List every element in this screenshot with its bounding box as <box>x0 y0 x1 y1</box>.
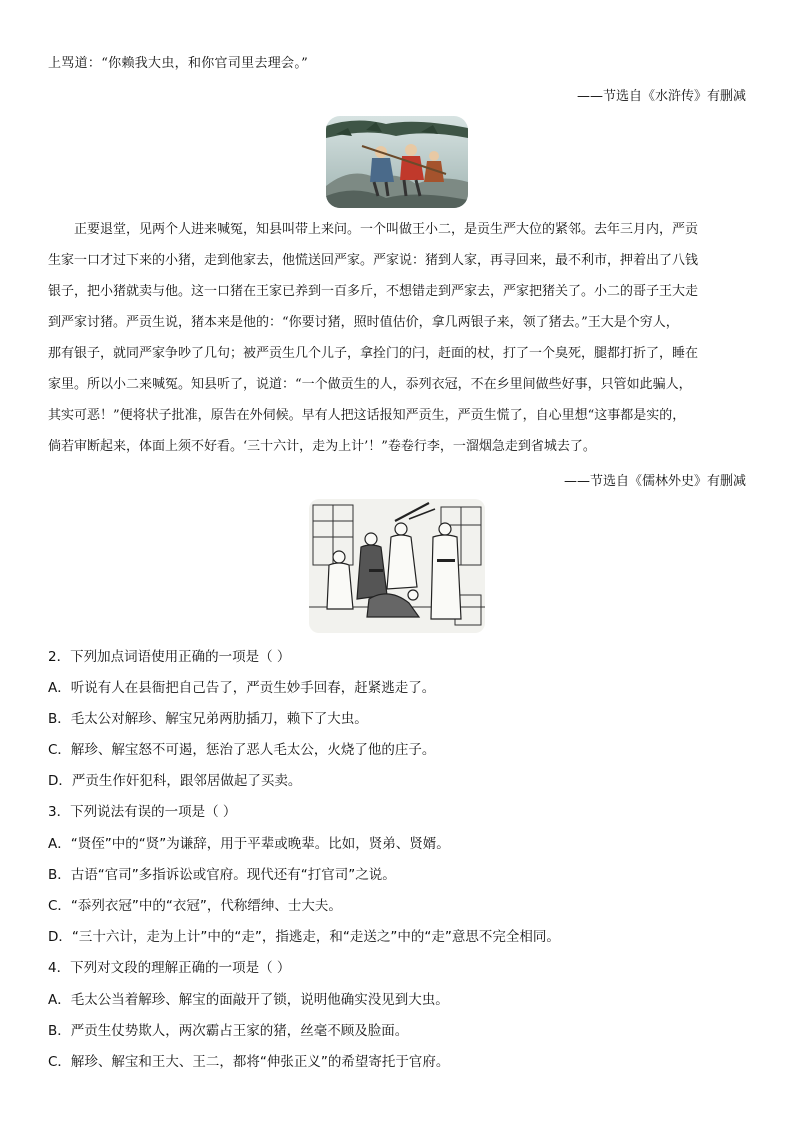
passage2-line: 倘若审断起来，体面上须不好看。‘三十六计，走为上计’！”卷卷行李，一溜烟急走到省城去了。 <box>48 439 596 454</box>
passage2-line: 那有银子，就同严家争吵了几句；被严贡生几个儿子，拿拴门的闩，赶面的杖，打了一个臭死，腿都打折了，睡在 <box>48 346 699 361</box>
water-margin-illustration <box>326 116 468 208</box>
passage2-text <box>48 214 748 462</box>
question-3-option-a[interactable]: A．“贤侄”中的“贤”为谦辞，用于平辈或晚辈。比如，贤弟、贤婿。 <box>48 836 450 852</box>
question-2-option-d[interactable]: D．严贡生作奸犯科，跟邻居做起了买卖。 <box>48 773 302 789</box>
question-3-option-d[interactable]: D．“三十六计，走为上计”中的“走”，指逃走，和“走送之”中的“走”意思不完全相同。 <box>48 929 560 945</box>
scholars-illustration-art <box>309 499 485 633</box>
question-2-stem: 2．下列加点词语使用正确的一项是（ ） <box>48 649 291 665</box>
question-3-option-c[interactable]: C．“忝列衣冠”中的“衣冠”，代称缙绅、士大夫。 <box>48 898 342 914</box>
passage2-line: 银子，把小猪就卖与他。这一口猪在王家已养到一百多斤，不想错走到严家去，严家把猪关了。小二的哥子王大走 <box>48 284 699 299</box>
question-4-stem: 4．下列对文段的理解正确的一项是（ ） <box>48 960 291 976</box>
passage2-line: 生家一口才过下来的小猪，走到他家去，他慌送回严家。严家说：猪到人家，再寻回来，最不利市，押着出了八钱 <box>48 253 699 268</box>
question-4-option-b[interactable]: B．严贡生仗势欺人，两次霸占王家的猪，丝毫不顾及脸面。 <box>48 1023 409 1039</box>
question-2-option-a[interactable]: A．听说有人在县衙把自己告了，严贡生妙手回春，赶紧逃走了。 <box>48 680 436 696</box>
question-3-option-b[interactable]: B．古语“官司”多指诉讼或官府。现代还有“打官司”之说。 <box>48 867 396 883</box>
passage2-line: 到严家讨猪。严贡生说，猪本来是他的：“你要讨猪，照时值估价，拿几两银子来，领了猪去。”王大是个穷人， <box>48 315 679 330</box>
question-4-option-c[interactable]: C．解珍、解宝和王大、王二，都将“伸张正义”的希望寄托于官府。 <box>48 1054 450 1070</box>
question-3-stem: 3．下列说法有误的一项是（ ） <box>48 804 237 820</box>
question-4-option-a[interactable]: A．毛太公当着解珍、解宝的面敲开了锁，说明他确实没见到大虫。 <box>48 992 449 1008</box>
water-margin-illustration-art <box>326 116 468 208</box>
passage2-line: 正要退堂，见两个人进来喊冤，知县叫带上来问。一个叫做王小二，是贡生严大位的紧邻。去年三月内，严贡 <box>74 222 699 237</box>
passage1-last-line: 上骂道：“你赖我大虫，和你官司里去理会。” <box>48 56 309 71</box>
passage2-line: 其实可恶！”便将状子批准，原告在外伺候。早有人把这话报知严贡生，严贡生慌了，自心里想“这事都是实的， <box>48 408 686 423</box>
question-2-option-c[interactable]: C．解珍、解宝怒不可遏，惩治了恶人毛太公，火烧了他的庄子。 <box>48 742 436 758</box>
passage1-source: ——节选自《水浒传》有删减 <box>576 89 746 104</box>
passage2-line: 家里。所以小二来喊冤。知县听了，说道：“一个做贡生的人，忝列衣冠，不在乡里间做些好事，只管如此骗人， <box>48 377 692 392</box>
passage2-source: ——节选自《儒林外史》有删减 <box>563 474 746 489</box>
question-2-option-b[interactable]: B．毛太公对解珍、解宝兄弟两肋插刀，赖下了大虫。 <box>48 711 368 727</box>
scholars-illustration <box>309 499 485 633</box>
